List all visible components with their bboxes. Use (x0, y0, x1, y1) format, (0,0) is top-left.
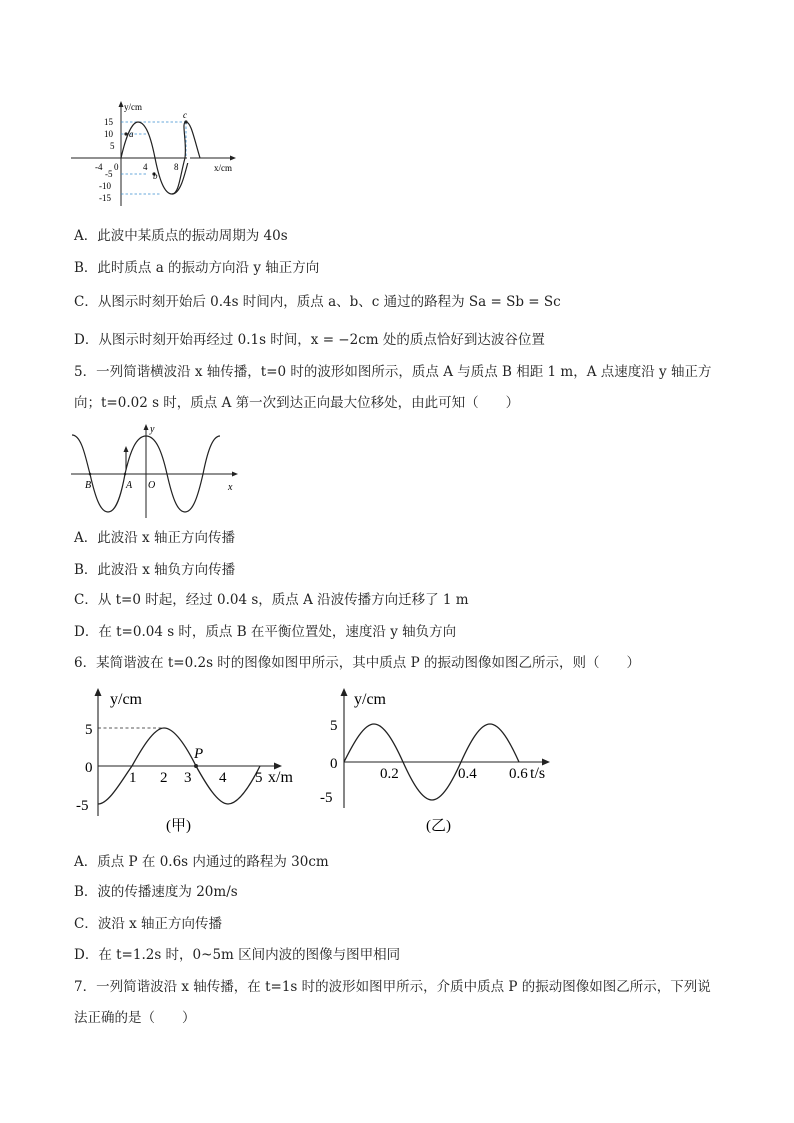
svg-text:0.6: 0.6 (509, 766, 528, 782)
q5-stem-line1: 5．一列简谐横波沿 x 轴传播，t=0 时的波形如图所示，质点 A 与质点 B 相距 1 m，A 点速度沿 y 轴正方 (74, 364, 712, 380)
q6-option-a: A．质点 P 在 0.6s 内通过的路程为 30cm (74, 854, 329, 870)
svg-text:0.2: 0.2 (380, 766, 399, 782)
fig1-ylabel: y/cm (124, 102, 142, 112)
svg-text:B: B (85, 480, 92, 491)
svg-text:4: 4 (143, 162, 148, 172)
q5-option-d: D．在 t=0.04 s 时，质点 B 在平衡位置处，速度沿 y 轴负方向 (74, 624, 457, 640)
svg-text:-5: -5 (105, 169, 113, 179)
q6-option-d: D．在 t=1.2s 时，0~5m 区间内波的图像与图甲相同 (74, 947, 401, 963)
q7-stem-line2: 法正确的是（ ） (74, 1010, 196, 1026)
svg-text:(甲): (甲) (166, 818, 191, 834)
svg-text:10: 10 (104, 129, 113, 139)
fig1-xlabel: x/cm (214, 163, 232, 173)
q4-option-a: A．此波中某质点的振动周期为 40s (74, 228, 288, 244)
svg-text:-5: -5 (320, 790, 333, 806)
svg-text:15: 15 (104, 117, 113, 127)
figure-q6-yi (316, 684, 566, 836)
svg-text:1: 1 (129, 770, 137, 786)
q5-option-c: C．从 t=0 时起，经过 0.04 s，质点 A 沿波传播方向迁移了 1 m (74, 592, 469, 608)
svg-text:A: A (126, 480, 133, 491)
svg-text:4: 4 (219, 770, 227, 786)
svg-text:8: 8 (174, 162, 179, 172)
svg-text:t/s: t/s (530, 765, 546, 782)
q6-option-b: B．波的传播速度为 20m/s (74, 884, 238, 900)
svg-text:5: 5 (255, 770, 263, 786)
svg-text:0.4: 0.4 (458, 766, 477, 782)
q6-option-c: C．波沿 x 轴正方向传播 (74, 916, 223, 932)
svg-text:5: 5 (330, 718, 338, 734)
svg-text:0: 0 (330, 756, 338, 772)
svg-text:0: 0 (114, 162, 119, 172)
svg-text:0: 0 (85, 760, 93, 776)
svg-text:5: 5 (110, 141, 115, 151)
svg-text:-15: -15 (99, 193, 111, 203)
q4-option-b: B．此时质点 a 的振动方向沿 y 轴正方向 (74, 260, 320, 276)
q5-stem-line2: 向；t=0.02 s 时，质点 A 第一次到达正向最大位移处，由此可知（ ） (74, 395, 520, 411)
q4-option-d: D．从图示时刻开始再经过 0.1s 时间，x = −2cm 处的质点恰好到达波谷位置 (74, 332, 545, 348)
svg-text:a: a (129, 129, 134, 139)
svg-text:O: O (148, 480, 156, 491)
q4-option-c: C．从图示时刻开始后 0.4s 时间内，质点 a、b、c 通过的路程为 Sa = Sb = Sc (74, 294, 561, 310)
figure-q6-jia (78, 684, 308, 836)
svg-text:3: 3 (184, 770, 192, 786)
q5-option-b: B．此波沿 x 轴负方向传播 (74, 562, 236, 578)
q5-option-a: A．此波沿 x 轴正方向传播 (74, 530, 235, 546)
figure-q5-wave (68, 420, 248, 520)
svg-text:b: b (153, 171, 158, 181)
svg-text:-5: -5 (76, 798, 89, 814)
svg-text:y/cm: y/cm (354, 691, 386, 708)
svg-text:y: y (150, 424, 155, 435)
svg-text:(乙): (乙) (426, 818, 451, 834)
svg-text:P: P (194, 746, 204, 762)
svg-text:y/cm: y/cm (110, 691, 142, 708)
svg-text:-10: -10 (99, 181, 111, 191)
svg-text:5: 5 (85, 722, 93, 738)
svg-text:-4: -4 (95, 162, 103, 172)
figure-q4-wave (68, 98, 248, 210)
svg-text:x: x (228, 482, 233, 493)
q7-stem-line1: 7．一列简谐波沿 x 轴传播，在 t=1s 时的波形如图甲所示，介质中质点 P 的振动图像如图乙所示，下列说 (74, 979, 711, 995)
svg-text:2: 2 (160, 770, 168, 786)
svg-text:x/m: x/m (268, 769, 293, 786)
svg-text:c: c (183, 110, 187, 120)
q6-stem: 6．某简谐波在 t=0.2s 时的图像如图甲所示，其中质点 P 的振动图像如图乙所示，则（ ） (74, 655, 640, 671)
